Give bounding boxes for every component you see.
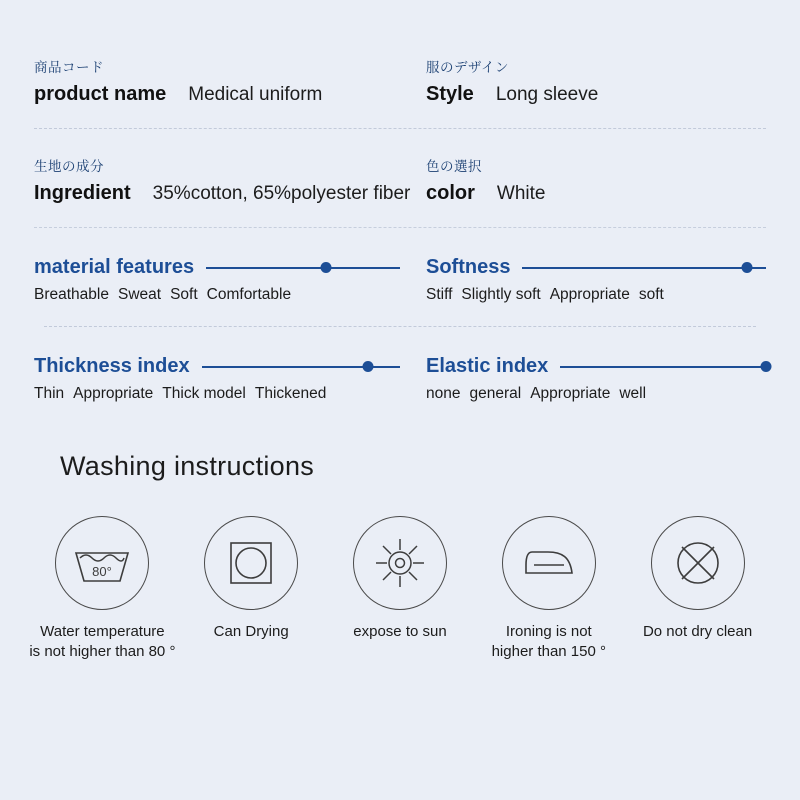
divider [44, 326, 756, 327]
spec-value: Long sleeve [495, 84, 599, 105]
scale-title: Softness [426, 256, 511, 278]
icon-caption: Ironing is not higher than 150 ° [491, 623, 606, 661]
icon-circle [353, 516, 447, 610]
scale-head [426, 256, 766, 279]
scale-tick-label: Appropriate [549, 286, 630, 303]
scale-tick-label: Slightly soft [461, 286, 541, 303]
scale-elastic-index [400, 355, 766, 403]
icon-circle [55, 516, 149, 610]
spec-key: product name [34, 83, 167, 105]
scale-marker-dot[interactable] [741, 262, 752, 273]
scale-row [34, 256, 766, 304]
spec-jp-label: 色の選択 [426, 159, 482, 174]
scale-track[interactable] [560, 358, 766, 376]
scale-head [426, 355, 766, 378]
spec-row [24, 155, 776, 205]
spec-value: Medical uniform [188, 84, 323, 105]
washing-item-ironing [474, 516, 623, 663]
scale-row [34, 355, 766, 403]
scale-tick-label: Thickened [254, 385, 327, 402]
washing-item-can-drying [177, 516, 326, 663]
scale-tick-label: soft [638, 286, 664, 303]
wash-temp-text: 80° [92, 564, 113, 579]
scale-tick-label: Appropriate [530, 385, 611, 402]
scale-softness [400, 256, 766, 304]
washing-item-no-dry-clean [623, 516, 772, 663]
icon-caption: Do not dry clean [642, 623, 753, 640]
scale-track[interactable] [522, 259, 766, 277]
scale-title: Thickness index [34, 355, 190, 377]
scale-track[interactable] [206, 259, 400, 277]
spec-cell-product-name [34, 56, 400, 106]
scale-tick-label: Thin [34, 385, 65, 402]
scale-track-line [206, 267, 400, 269]
spec-key: color [426, 182, 475, 204]
sun-expose-icon [374, 537, 426, 589]
washing-icons-row [28, 516, 772, 663]
spec-key-value [34, 83, 400, 106]
scale-tick-label: well [619, 385, 647, 402]
divider [34, 128, 766, 129]
scale-track-line [560, 366, 766, 368]
spec-value: 35%cotton, 65%polyester fiber [152, 183, 411, 204]
scale-tick-labels [426, 385, 766, 403]
scale-tick-label: Soft [170, 286, 198, 303]
spec-cell-color [400, 155, 766, 205]
spec-key: Style [426, 83, 474, 105]
scale-track[interactable] [202, 358, 400, 376]
spec-key-value [34, 182, 411, 205]
spec-cell-ingredient [34, 155, 411, 205]
divider [34, 227, 766, 228]
icon-caption: Can Drying [213, 623, 289, 640]
scale-tick-labels [34, 385, 400, 403]
scale-marker-dot[interactable] [363, 361, 374, 372]
scale-marker-dot[interactable] [321, 262, 332, 273]
icon-caption: expose to sun [353, 623, 447, 640]
scale-track-line [522, 267, 766, 269]
scale-marker-dot[interactable] [761, 361, 772, 372]
scale-tick-label: Thick model [162, 385, 246, 402]
spec-key-value [426, 83, 766, 106]
iron-icon [520, 543, 578, 583]
tumble-dry-icon [225, 537, 277, 589]
scales-block [24, 256, 776, 403]
icon-circle [651, 516, 745, 610]
scale-tick-label: none [426, 385, 461, 402]
spec-block [24, 0, 776, 228]
scale-tick-labels [426, 286, 766, 304]
scale-tick-label: Stiff [426, 286, 453, 303]
no-dry-clean-icon [671, 536, 725, 590]
washing-instructions-title: Washing instructions [60, 451, 315, 481]
spec-jp-label: 生地の成分 [34, 159, 104, 174]
icon-circle [204, 516, 298, 610]
scale-tick-label: general [469, 385, 522, 402]
scale-head [34, 355, 400, 378]
scale-tick-label: Appropriate [73, 385, 154, 402]
scale-material-features [34, 256, 400, 304]
scale-thickness-index [34, 355, 400, 403]
washing-item-water-temperature [28, 516, 177, 663]
scale-tick-labels [34, 286, 400, 304]
scale-tick-label: Breathable [34, 286, 109, 303]
spec-jp-label: 服のデザイン [426, 60, 510, 75]
scale-tick-label: Sweat [117, 286, 162, 303]
spec-cell-style [400, 56, 766, 106]
scale-title: material features [34, 256, 195, 278]
icon-caption: Water temperature is not higher than 80 ° [29, 623, 176, 661]
spec-jp-label: 商品コード [34, 60, 104, 75]
wash-tub-80-icon [72, 539, 132, 587]
scale-tick-label: Comfortable [206, 286, 292, 303]
icon-circle [502, 516, 596, 610]
spec-row [24, 56, 776, 106]
scale-head [34, 256, 400, 279]
washing-item-expose-to-sun [326, 516, 475, 663]
spec-key-value [426, 182, 766, 205]
scale-title: Elastic index [426, 355, 549, 377]
spec-value: White [496, 183, 546, 204]
spec-key: Ingredient [34, 182, 131, 204]
